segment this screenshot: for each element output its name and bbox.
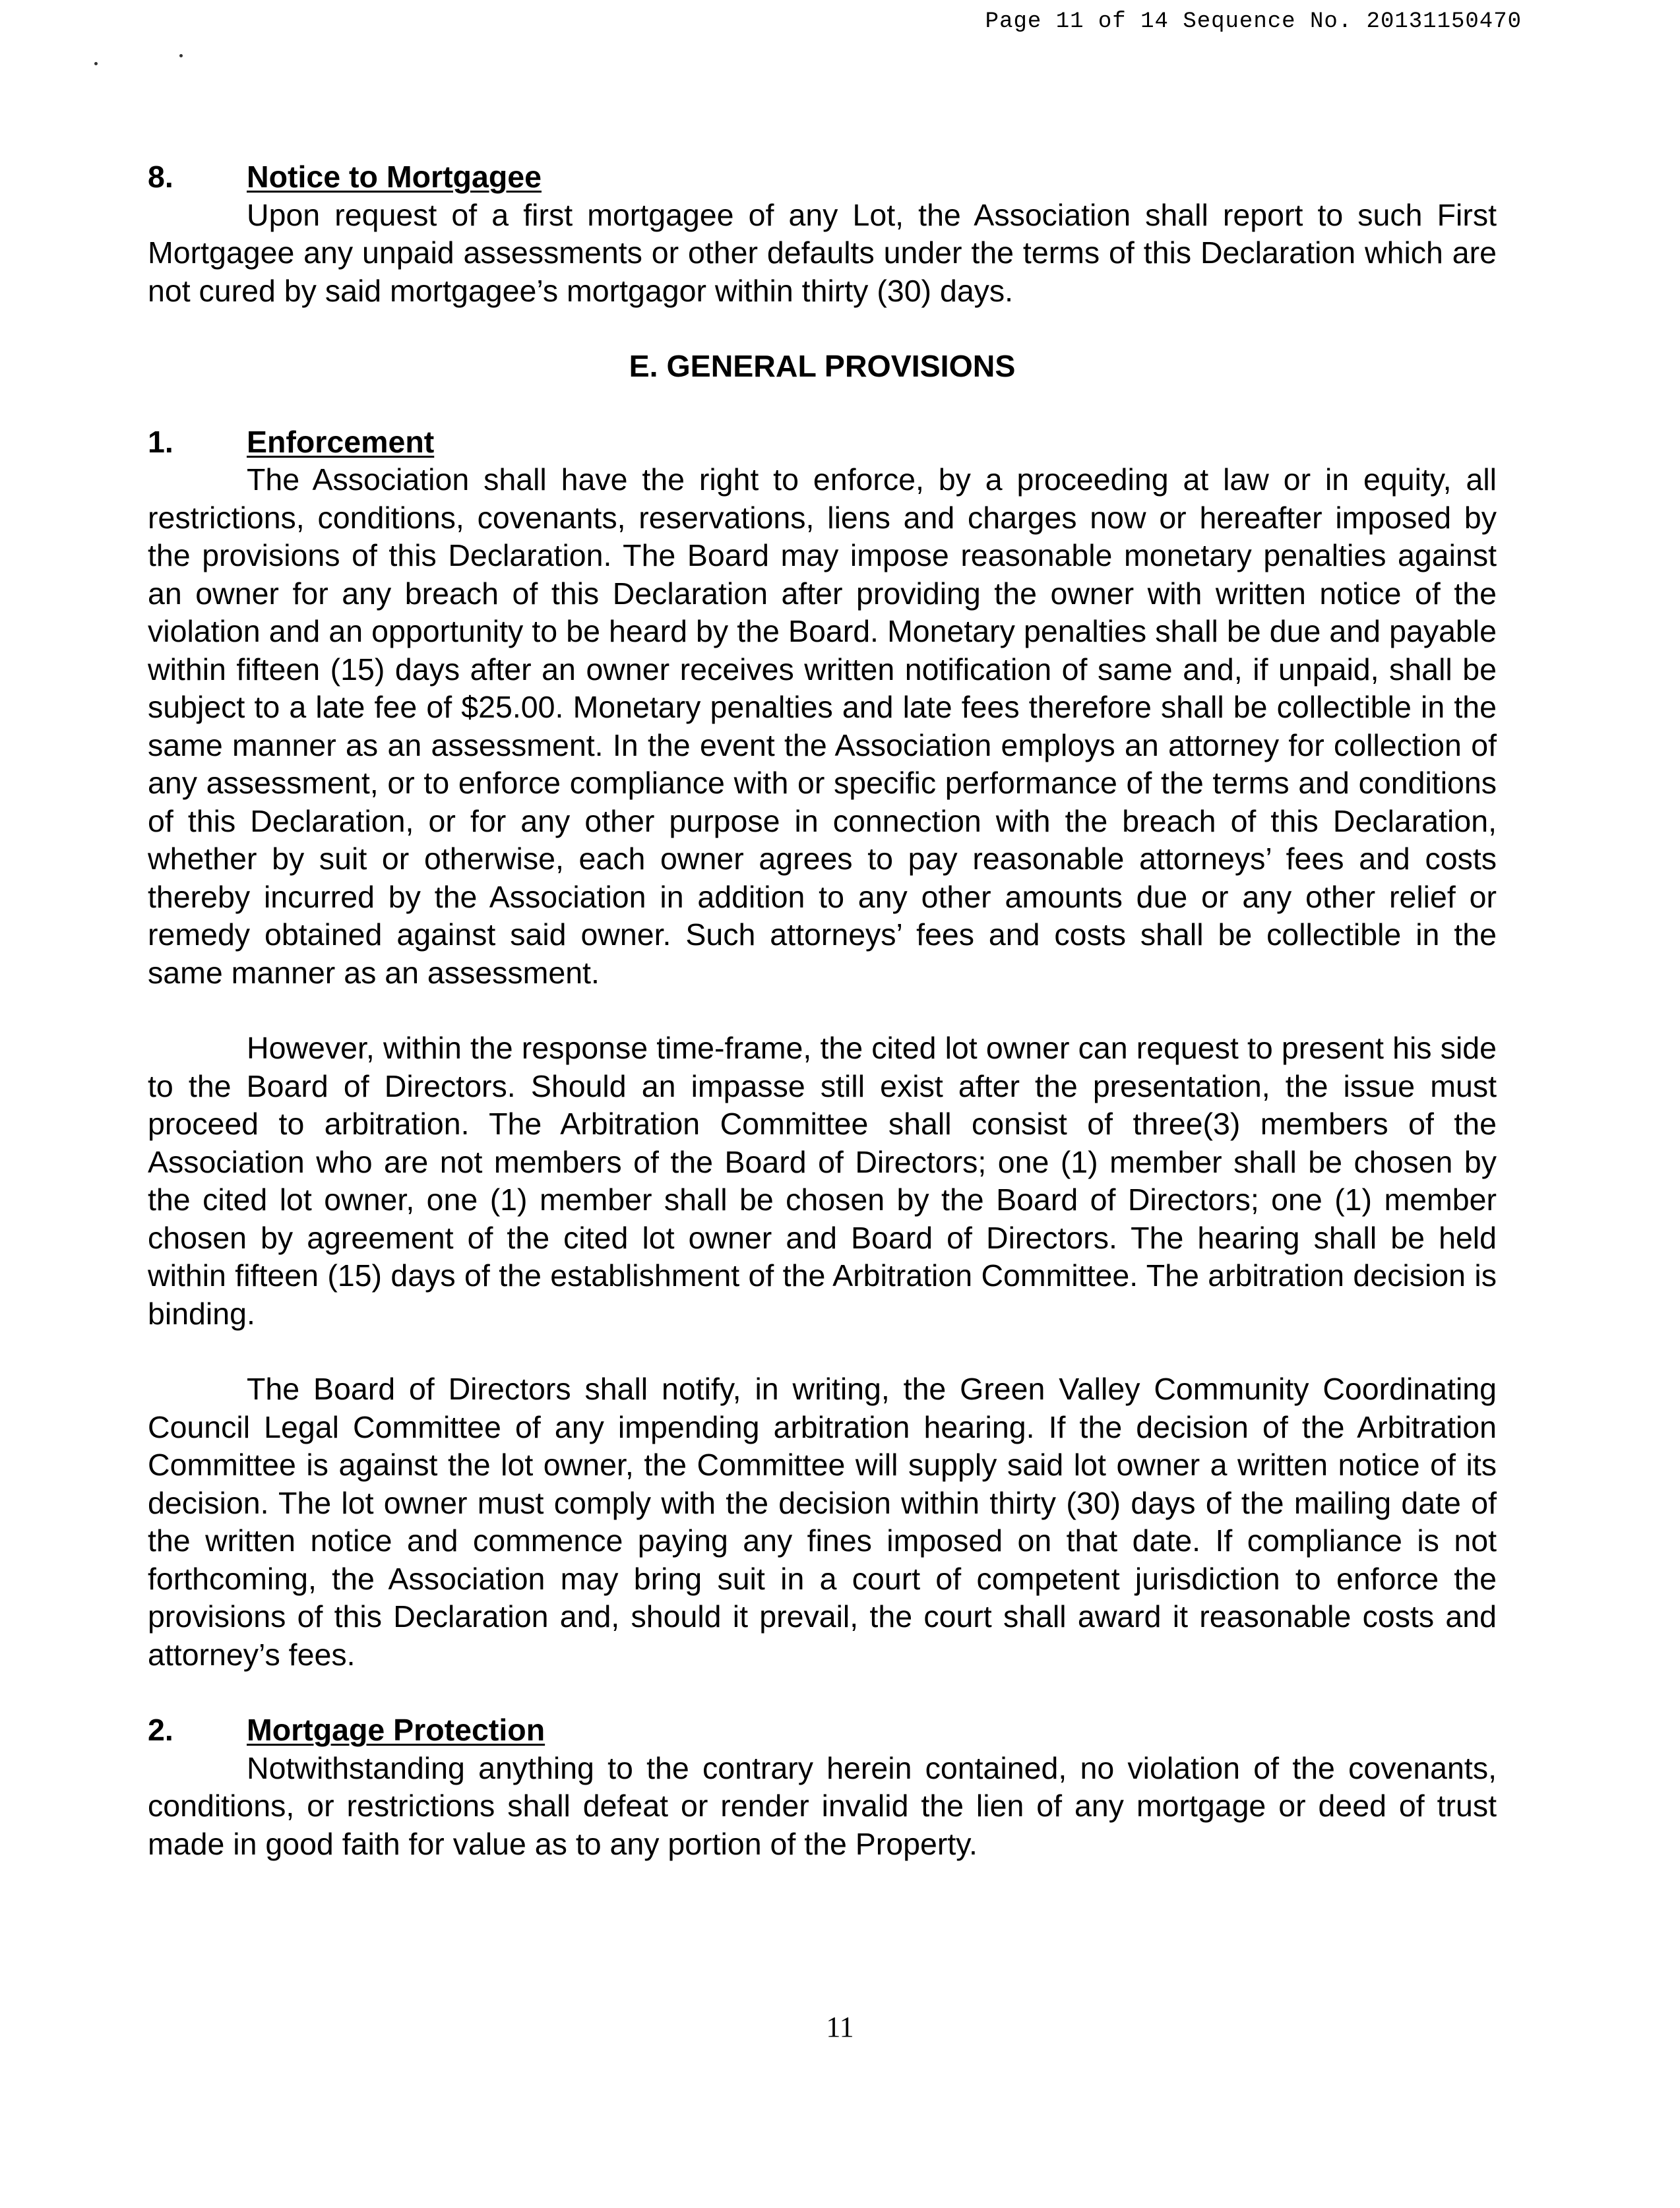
- section-title: Notice to Mortgagee: [247, 160, 542, 194]
- section-paragraph: However, within the response time-frame, the cited lot owner can request to present his side to the Board of Directors. Should an impasse still exist after the presentation, the issue must proceed to arbitration. The Arbitration Committee shall consist of three(3) members of the Association who are not members of the Board of Directors; one (1) member shall be chosen by the cited lot owner, one (1) member shall be chosen by the Board of Directors; one (1) member chosen by agreement of the cited lot owner and Board of Directors. The hearing shall be held within fifteen (15) days of the establishment of the Arbitration Committee. The arbitration decision is binding.: [148, 1031, 1497, 1331]
- section-number: 1.: [148, 424, 173, 459]
- section-paragraph: Upon request of a first mortgagee of any Lot, the Association shall report to such First Mortgagee any unpaid assessments or other defaults under the terms of this Declaration which are not cured by said mortgagee’s mortgagor within thirty (30) days.: [148, 197, 1497, 308]
- document-body: [148, 158, 1497, 1863]
- section-heading-enforcement: [148, 423, 1497, 462]
- scan-speck: [179, 54, 183, 57]
- section-paragraph: Notwithstanding anything to the contrary herein contained, no violation of the covenants, conditions, or restrictions shall defeat or render invalid the lien of any mortgage or deed of trust made in good faith for value as to any portion of the Property.: [148, 1750, 1497, 1861]
- section-title: Enforcement: [247, 424, 435, 459]
- page-sequence-header: Page 11 of 14 Sequence No. 20131150470: [985, 9, 1522, 34]
- part-heading-general-provisions: E. GENERAL PROVISIONS: [629, 349, 1016, 383]
- section-number: 8.: [148, 160, 173, 194]
- section-heading-mortgage-protection: [148, 1711, 1497, 1750]
- section-title: Mortgage Protection: [247, 1713, 545, 1747]
- page-number: 11: [826, 2011, 854, 2043]
- section-paragraph: The Board of Directors shall notify, in writing, the Green Valley Community Coordinating Council Legal Committee of any impending arbitration hearing. If the decision of the Arbitration Committee is against the lot owner, the Committee will supply said lot owner a written notice of its decision. The lot owner must comply with the decision within thirty (30) days of the mailing date of the written notice and commence paying any fines imposed on that date. If compliance is not forthcoming, the Association may bring suit in a court of competent jurisdiction to enforce the provisions of this Declaration and, should it prevail, the court shall award it reasonable costs and attorney’s fees.: [148, 1372, 1497, 1672]
- section-number: 2.: [148, 1713, 173, 1747]
- section-heading-notice-to-mortgagee: [148, 158, 1497, 197]
- section-paragraph: The Association shall have the right to enforce, by a proceeding at law or in equity, all restrictions, conditions, covenants, reservations, liens and charges now or hereafter imposed by the provisions of this Declaration. The Board may impose reasonable monetary penalties against an owner for any breach of this Declaration after providing the owner with written notice of the violation and an opportunity to be heard by the Board. Monetary penalties shall be due and payable within fifteen (15) days after an owner receives written notification of same and, if unpaid, shall be subject to a late fee of $25.00. Monetary penalties and late fees therefore shall be collectible in the same manner as an assessment. In the event the Association employs an attorney for collection of any assessment, or to enforce compliance with or specific performance of the terms and conditions of this Declaration, or for any other purpose in connection with the breach of this Declaration, whether by suit or otherwise, each owner agrees to pay reasonable attorneys’ fees and costs thereby incurred by the Association in addition to any other amounts due or any other relief or remedy obtained against said owner. Such attorneys’ fees and costs shall be collectible in the same manner as an assessment.: [148, 462, 1497, 990]
- scan-speck: [94, 62, 98, 65]
